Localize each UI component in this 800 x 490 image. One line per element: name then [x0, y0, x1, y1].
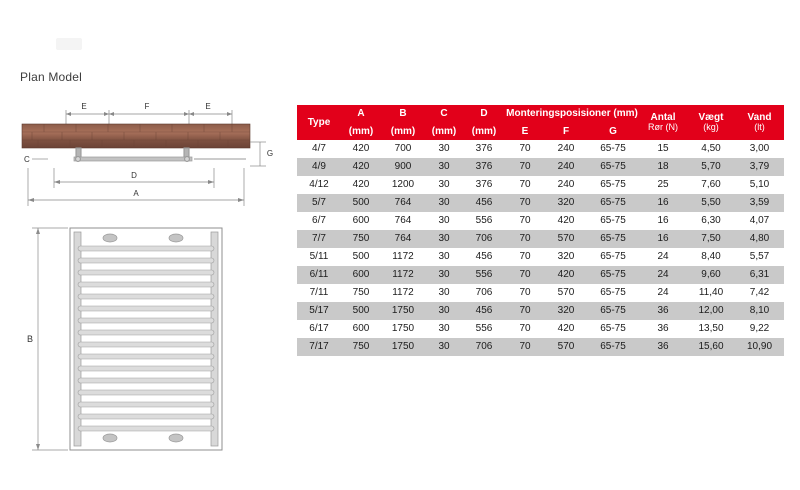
table-cell: 4,80	[735, 230, 784, 248]
table-cell: 570	[545, 284, 587, 302]
table-cell: 706	[463, 230, 505, 248]
table-cell: 706	[463, 338, 505, 356]
th-type: Type	[297, 105, 341, 140]
table-cell: 1172	[381, 248, 425, 266]
th-e: E	[505, 123, 545, 141]
table-cell: 65-75	[587, 194, 639, 212]
table-cell: 65-75	[587, 284, 639, 302]
table-body	[297, 140, 784, 356]
th-vaegt	[687, 105, 735, 140]
svg-text:A: A	[133, 189, 139, 198]
table-cell: 16	[639, 212, 687, 230]
table-cell: 420	[545, 266, 587, 284]
table-cell: 376	[463, 176, 505, 194]
table-cell: 30	[425, 158, 463, 176]
table-cell: 556	[463, 266, 505, 284]
table-cell: 24	[639, 266, 687, 284]
table-cell: 9,60	[687, 266, 735, 284]
table-cell: 70	[505, 176, 545, 194]
table-cell: 16	[639, 194, 687, 212]
table-cell: 7/17	[297, 338, 341, 356]
th-a-label: A	[357, 108, 365, 119]
table-cell: 70	[505, 320, 545, 338]
th-a	[341, 105, 381, 123]
table-row	[297, 320, 784, 338]
table-cell: 500	[341, 194, 381, 212]
table-cell: 4/7	[297, 140, 341, 158]
th-c	[425, 105, 463, 123]
table-cell: 24	[639, 284, 687, 302]
th-vand	[735, 105, 784, 140]
table-cell: 3,59	[735, 194, 784, 212]
table-cell: 706	[463, 284, 505, 302]
th-d	[463, 105, 505, 123]
front-view-drawing	[14, 222, 276, 472]
table-cell: 6/17	[297, 320, 341, 338]
table-cell: 1750	[381, 320, 425, 338]
table-cell: 1750	[381, 302, 425, 320]
table-cell: 65-75	[587, 266, 639, 284]
table-cell: 500	[341, 248, 381, 266]
table-cell: 65-75	[587, 158, 639, 176]
table-cell: 70	[505, 140, 545, 158]
table-cell: 764	[381, 230, 425, 248]
spec-table	[297, 105, 784, 356]
table-cell: 700	[381, 140, 425, 158]
table-cell: 30	[425, 194, 463, 212]
th-vaegt-label: Vægt	[698, 111, 724, 123]
table-cell: 420	[545, 212, 587, 230]
table-cell: 7,42	[735, 284, 784, 302]
svg-text:G: G	[266, 149, 274, 158]
table-cell: 456	[463, 248, 505, 266]
table-cell: 65-75	[587, 320, 639, 338]
table-cell: 30	[425, 212, 463, 230]
table-cell: 15,60	[687, 338, 735, 356]
table-cell: 240	[545, 176, 587, 194]
table-cell: 764	[381, 194, 425, 212]
table-cell: 570	[545, 230, 587, 248]
table-cell: 240	[545, 158, 587, 176]
table-cell: 36	[639, 302, 687, 320]
th-vand-unit: (lt)	[754, 122, 765, 133]
svg-text:F: F	[144, 102, 150, 111]
th-antal-unit: Rør (N)	[648, 122, 678, 133]
table-cell: 456	[463, 194, 505, 212]
svg-text:D: D	[131, 171, 137, 180]
th-mounting-positions: Monteringsposisioner (mm)	[505, 105, 639, 123]
table-cell: 30	[425, 320, 463, 338]
th-g: G	[587, 123, 639, 141]
table-cell: 5,70	[687, 158, 735, 176]
table-cell: 750	[341, 284, 381, 302]
table-cell: 24	[639, 248, 687, 266]
table-row	[297, 176, 784, 194]
table-cell: 30	[425, 140, 463, 158]
table-cell: 900	[381, 158, 425, 176]
svg-text:E: E	[205, 102, 211, 111]
th-b-label: B	[399, 108, 407, 119]
table-cell: 12,00	[687, 302, 735, 320]
table-cell: 1172	[381, 284, 425, 302]
table-row	[297, 194, 784, 212]
diagram-column	[0, 0, 290, 490]
table-cell: 420	[545, 320, 587, 338]
table-cell: 8,10	[735, 302, 784, 320]
table-cell: 65-75	[587, 248, 639, 266]
table-cell: 70	[505, 266, 545, 284]
svg-text:B: B	[26, 334, 34, 344]
table-cell: 1200	[381, 176, 425, 194]
table-cell: 764	[381, 212, 425, 230]
table-cell: 456	[463, 302, 505, 320]
faint-mark	[56, 38, 82, 50]
table-cell: 65-75	[587, 338, 639, 356]
table-cell: 18	[639, 158, 687, 176]
table-cell: 600	[341, 320, 381, 338]
table-cell: 240	[545, 140, 587, 158]
table-cell: 30	[425, 284, 463, 302]
table-row	[297, 302, 784, 320]
table-cell: 7,50	[687, 230, 735, 248]
table-cell: 11,40	[687, 284, 735, 302]
table-cell: 7,60	[687, 176, 735, 194]
table-cell: 500	[341, 302, 381, 320]
table-cell: 65-75	[587, 230, 639, 248]
th-d-label: D	[480, 108, 488, 119]
table-cell: 15	[639, 140, 687, 158]
table-cell: 65-75	[587, 212, 639, 230]
table-cell: 36	[639, 320, 687, 338]
table-cell: 6,31	[735, 266, 784, 284]
table-cell: 1172	[381, 266, 425, 284]
table-cell: 420	[341, 176, 381, 194]
table-cell: 320	[545, 302, 587, 320]
table-cell: 70	[505, 338, 545, 356]
table-cell: 556	[463, 320, 505, 338]
table-row	[297, 230, 784, 248]
table-cell: 3,79	[735, 158, 784, 176]
specification-table	[297, 105, 784, 356]
th-b	[381, 105, 425, 123]
table-cell: 320	[545, 194, 587, 212]
table-cell: 600	[341, 266, 381, 284]
table-cell: 420	[341, 140, 381, 158]
table-cell: 9,22	[735, 320, 784, 338]
table-cell: 420	[341, 158, 381, 176]
table-row	[297, 284, 784, 302]
table-cell: 600	[341, 212, 381, 230]
table-header-row-1	[297, 105, 784, 123]
table-cell: 5,57	[735, 248, 784, 266]
table-cell: 70	[505, 302, 545, 320]
table-row	[297, 212, 784, 230]
table-cell: 5/11	[297, 248, 341, 266]
svg-text:C: C	[24, 155, 30, 164]
table-row	[297, 158, 784, 176]
th-vaegt-unit: (kg)	[703, 122, 719, 133]
table-cell: 3,00	[735, 140, 784, 158]
th-f: F	[545, 123, 587, 141]
table-cell: 65-75	[587, 176, 639, 194]
table-cell: 5,10	[735, 176, 784, 194]
table-cell: 70	[505, 212, 545, 230]
table-row	[297, 266, 784, 284]
table-cell: 5/7	[297, 194, 341, 212]
table-cell: 36	[639, 338, 687, 356]
table-cell: 70	[505, 158, 545, 176]
table-header	[297, 105, 784, 140]
table-row	[297, 140, 784, 158]
th-c-unit: (mm)	[425, 123, 463, 141]
th-antal	[639, 105, 687, 140]
table-cell: 30	[425, 176, 463, 194]
table-cell: 30	[425, 302, 463, 320]
table-cell: 6/7	[297, 212, 341, 230]
table-cell: 16	[639, 230, 687, 248]
table-row	[297, 248, 784, 266]
table-cell: 6,30	[687, 212, 735, 230]
table-cell: 70	[505, 284, 545, 302]
table-cell: 70	[505, 230, 545, 248]
table-cell: 30	[425, 338, 463, 356]
table-cell: 30	[425, 230, 463, 248]
th-b-unit: (mm)	[381, 123, 425, 141]
svg-text:E: E	[81, 102, 87, 111]
table-cell: 320	[545, 248, 587, 266]
table-row	[297, 338, 784, 356]
table-cell: 65-75	[587, 302, 639, 320]
th-a-unit: (mm)	[341, 123, 381, 141]
th-c-label: C	[440, 108, 448, 119]
table-cell: 556	[463, 212, 505, 230]
table-cell: 1750	[381, 338, 425, 356]
table-cell: 376	[463, 140, 505, 158]
table-cell: 4/9	[297, 158, 341, 176]
table-cell: 70	[505, 248, 545, 266]
table-cell: 65-75	[587, 140, 639, 158]
table-cell: 30	[425, 248, 463, 266]
table-cell: 6/11	[297, 266, 341, 284]
table-cell: 70	[505, 194, 545, 212]
table-cell: 570	[545, 338, 587, 356]
table-cell: 13,50	[687, 320, 735, 338]
table-cell: 25	[639, 176, 687, 194]
page-title: Plan Model	[20, 70, 83, 84]
th-d-unit: (mm)	[463, 123, 505, 141]
table-cell: 750	[341, 338, 381, 356]
table-cell: 750	[341, 230, 381, 248]
table-cell: 4,50	[687, 140, 735, 158]
table-cell: 376	[463, 158, 505, 176]
th-vand-label: Vand	[747, 111, 772, 123]
table-cell: 4,07	[735, 212, 784, 230]
table-cell: 4/12	[297, 176, 341, 194]
table-cell: 5,50	[687, 194, 735, 212]
th-antal-label: Antal	[650, 111, 676, 123]
plan-view-drawing	[14, 96, 276, 216]
table-cell: 8,40	[687, 248, 735, 266]
table-cell: 7/7	[297, 230, 341, 248]
table-cell: 30	[425, 266, 463, 284]
table-cell: 7/11	[297, 284, 341, 302]
table-cell: 10,90	[735, 338, 784, 356]
table-cell: 5/17	[297, 302, 341, 320]
